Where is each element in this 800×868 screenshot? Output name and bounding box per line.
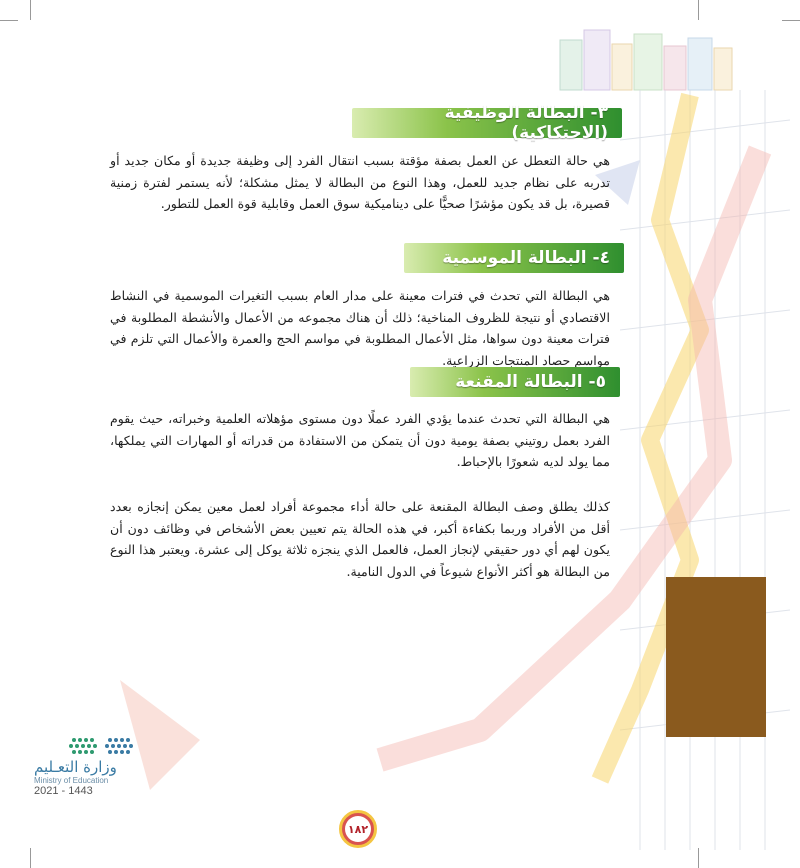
- page-number-badge: [339, 810, 377, 848]
- brown-side-block: [666, 577, 766, 737]
- buildings-illustration: [560, 30, 732, 90]
- section-paragraph-4: هي البطالة التي تحدث في فترات معينة على مدار العام بسبب التغيرات الموسمية في النشاط الاقتصادي أو نتيجة للظروف المناخية؛ ذلك أن هناك مجموعه من الأعمال والأنشطة المطلوبة في فترات معينة دون سواها، مثل الأعمال المطلوبة في مواسم الحج والعمرة والأعمال التي تلزم في مواسم حصاد المنتجات الزراعية.: [110, 288, 610, 368]
- ministry-logo: [34, 736, 174, 797]
- section-paragraph-5a: هي البطالة التي تحدث عندما يؤدي الفرد عملًا دون مستوى مؤهلاته العلمية وخبراته، حيث يقوم الفرد بعمل روتيني بصفة يومية دون أن يتمكن من الاستفادة من قدراته أو المهارات التي يملكها، مما يولد لديه شعورًا بالإحباط.: [110, 411, 610, 469]
- edition-year: 2021 - 1443: [34, 785, 93, 797]
- heading-text: ٣- البطالة الوظيفية (الاحتكاكية): [444, 103, 608, 143]
- ministry-dots-icon: [34, 736, 154, 758]
- ministry-name-en: Ministry of Education: [34, 776, 109, 785]
- section-paragraph-5b: كذلك يطلق وصف البطالة المقنعة على حالة أداء مجموعة أفراد لعمل معين يمكن إنجازه بعدد أقل من الأفراد وربما بكفاءة أكبر، في هذه الحالة يتم تعيين بعض الأشخاص في وظائف دون أن يكون لهم أي دور حقيقي لإنجاز العمل، فالعمل الذي ينجزه ثلاثة يوكل إلى عشرة. ويعتبر هذا النوع من البطالة هو أكثر الأنواع شيوعاً في الدول النامية.: [110, 499, 610, 579]
- section-heading-5: [410, 367, 620, 397]
- ministry-name-ar: وزارة التعـليم: [34, 758, 117, 776]
- heading-text: ٥- البطالة المقنعة: [455, 372, 606, 392]
- heading-text: ٤- البطالة الموسمية: [442, 248, 610, 268]
- section-heading-4: [404, 243, 624, 273]
- page-number: ١٨٢: [345, 816, 371, 842]
- section-paragraph-3: هي حالة التعطل عن العمل بصفة مؤقتة بسبب انتقال الفرد إلى وظيفة جديدة أو مكان جديد أو تدربه على نظام جديد للعمل، وهذا النوع من البطالة لا يمثل مشكلة؛ لأنه يستمر لفترة زمنية قصيرة، بل قد يكون مؤشرًا صحيًّا على ديناميكية سوق العمل وقابلية قوة العمل للتطور.: [110, 153, 610, 211]
- section-heading-3: [352, 103, 622, 143]
